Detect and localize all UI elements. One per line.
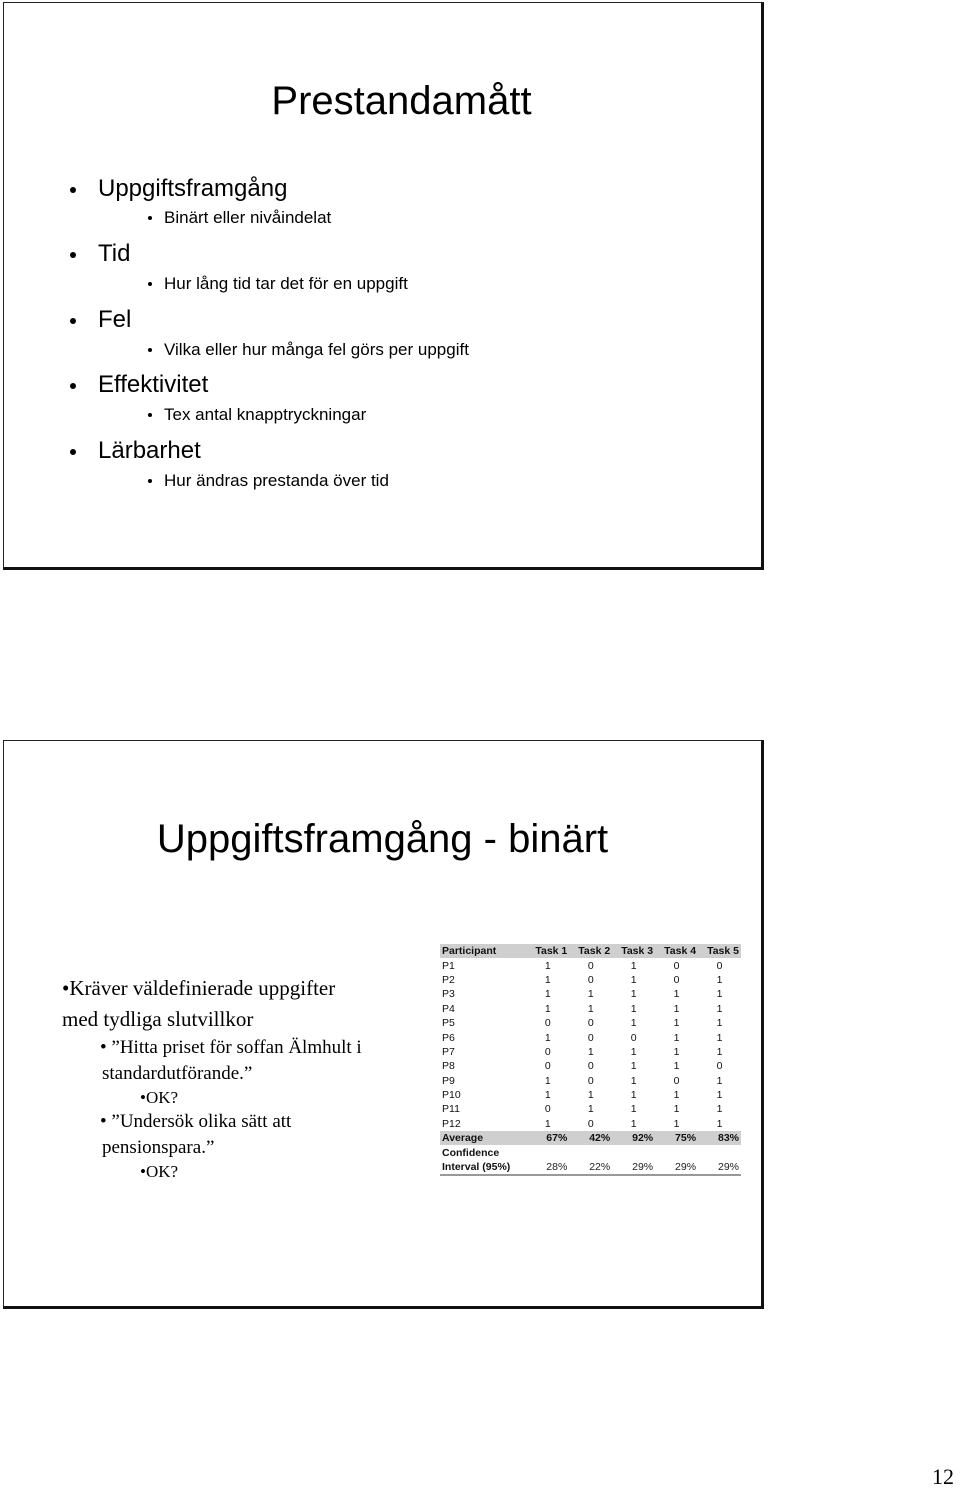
table-cell: 83% [717, 1132, 739, 1145]
table-cell: 0 [673, 959, 680, 972]
table-cell: 92% [632, 1132, 654, 1145]
table-cell: 1 [630, 988, 637, 1001]
table-cell: 0 [587, 1117, 594, 1130]
table-header-row [440, 944, 741, 958]
table-cell: 0 [630, 1031, 637, 1044]
table-cell: Interval (95%) [442, 1161, 511, 1174]
table-cell: 67% [546, 1132, 568, 1145]
table-cell: 0 [587, 1074, 594, 1087]
table-cell: 1 [673, 1089, 680, 1102]
table-cell: 1 [630, 1103, 637, 1116]
bullet-label: Effektivitet [98, 371, 209, 398]
table-cell: 1 [544, 1074, 551, 1087]
bullet-dot-icon [148, 348, 152, 352]
table-cell: 1 [587, 1089, 594, 1102]
table-cell: 1 [673, 1002, 680, 1015]
example-bullet-continued: standardutförande.” [102, 1063, 253, 1084]
bullet-main: •Kräver väldefinierade uppgifter [62, 976, 336, 1000]
bullet-dot-icon [148, 479, 152, 483]
table-cell: 1 [716, 1103, 723, 1116]
table-cell: 1 [587, 988, 594, 1001]
bullet-label: Fel [98, 306, 132, 333]
table-cell: 1 [544, 1117, 551, 1130]
slide-body-text [62, 973, 402, 1183]
bullet-dot-icon [148, 413, 152, 417]
table-cell: 1 [716, 1002, 723, 1015]
column-header: Task 1 [535, 945, 568, 958]
table-cell: 0 [673, 1074, 680, 1087]
column-header: Task 2 [578, 945, 611, 958]
table-cell: 1 [716, 1031, 723, 1044]
column-header: Task 5 [707, 945, 739, 958]
table-cell: 0 [673, 973, 680, 986]
table-cell: 29% [717, 1161, 739, 1174]
table-row [440, 987, 741, 1001]
table-row [440, 1059, 741, 1073]
slide-title: Prestandamått [271, 79, 532, 123]
slide-uppgiftsframgang-binart [3, 740, 764, 1309]
table-cell: 1 [587, 1045, 594, 1058]
table-body [440, 958, 741, 1175]
table-cell: P6 [442, 1031, 455, 1044]
table-row [440, 1016, 741, 1030]
table-row [440, 1045, 741, 1059]
table-cell: 1 [673, 988, 680, 1001]
sub-bullet-label: Binärt eller nivåindelat [164, 208, 332, 227]
table-cell: 29% [632, 1161, 654, 1174]
table-cell: 1 [544, 1089, 551, 1102]
table-cell: P12 [442, 1117, 461, 1130]
bullet-label: Uppgiftsframgång [98, 175, 288, 202]
table-cell: 1 [673, 1017, 680, 1030]
table-row [440, 1074, 741, 1088]
table-cell: 1 [630, 959, 637, 972]
table-cell: P7 [442, 1045, 455, 1058]
table-cell: 0 [587, 1031, 594, 1044]
table-cell: Average [442, 1132, 484, 1145]
task-success-table [440, 944, 741, 1176]
table-cell: 1 [716, 1017, 723, 1030]
table-cell: 1 [544, 959, 551, 972]
table-cell: P3 [442, 988, 455, 1001]
table-row-average [440, 1131, 741, 1145]
table-cell: 1 [630, 1017, 637, 1030]
example-bullet-continued: pensionspara.” [102, 1137, 215, 1158]
table-cell: P11 [442, 1103, 460, 1116]
page-number: 12 [932, 1464, 954, 1489]
table-cell: 1 [673, 1103, 680, 1116]
table-cell: 1 [630, 1002, 637, 1015]
table-cell: 1 [544, 973, 551, 986]
table-cell: 1 [716, 1074, 723, 1087]
column-header: Task 4 [664, 945, 697, 958]
table-cell: P9 [442, 1074, 455, 1087]
bullet-main-continued: med tydliga slutvillkor [62, 1007, 254, 1031]
sub-bullet-label: Vilka eller hur många fel görs per uppgift [164, 340, 469, 359]
table-row [440, 1088, 741, 1102]
table-cell: 0 [544, 1017, 551, 1030]
table-cell: 75% [675, 1132, 697, 1145]
sub-bullet-label: Tex antal knapptryckningar [164, 405, 367, 424]
slide-prestandamatt [3, 2, 764, 570]
table-cell: P8 [442, 1060, 455, 1073]
table-cell: P5 [442, 1017, 455, 1030]
table-cell: 0 [544, 1103, 551, 1116]
table-cell: P4 [442, 1002, 455, 1015]
table-cell: 1 [630, 1117, 637, 1130]
example-bullet: • ”Hitta priset för soffan Älmhult i [100, 1037, 362, 1058]
bullet-dot-icon [148, 282, 152, 286]
bullet-label: Tid [98, 240, 131, 267]
table-cell: 1 [630, 1074, 637, 1087]
table-cell: 22% [589, 1161, 611, 1174]
table-cell: 1 [716, 973, 723, 986]
table-cell: 1 [630, 1089, 637, 1102]
table-cell: 1 [716, 1045, 723, 1058]
table-row-interval [440, 1160, 741, 1175]
table-cell: 42% [589, 1132, 611, 1145]
table-row [440, 1102, 741, 1116]
bullet-dot-icon [148, 216, 152, 220]
bullet-dot-icon [70, 318, 76, 324]
table-cell: 0 [587, 959, 594, 972]
table-cell: P10 [442, 1089, 461, 1102]
table-row [440, 1030, 741, 1044]
table-cell: 0 [587, 973, 594, 986]
table-row [440, 1117, 741, 1131]
table-cell: 1 [630, 1060, 637, 1073]
column-header: Task 3 [621, 945, 654, 958]
table-cell: 1 [716, 1117, 723, 1130]
table-cell: 1 [716, 1089, 723, 1102]
table-cell: P1 [442, 959, 455, 972]
bullet-dot-icon [70, 383, 76, 389]
example-question: •OK? [140, 1162, 179, 1181]
example-question: •OK? [140, 1088, 179, 1107]
table-cell: 0 [544, 1045, 551, 1058]
table-cell: 1 [716, 988, 723, 1001]
table-cell: 1 [587, 1103, 594, 1116]
table-cell: 0 [716, 959, 723, 972]
table-cell: 28% [546, 1161, 568, 1174]
table-cell: 0 [587, 1060, 594, 1073]
table-cell: 1 [673, 1060, 680, 1073]
table-cell: 29% [675, 1161, 697, 1174]
table-cell: 1 [587, 1002, 594, 1015]
table-row [440, 973, 741, 987]
table-cell: 0 [716, 1060, 723, 1073]
table-row [440, 1002, 741, 1016]
table-cell: 1 [673, 1045, 680, 1058]
table-cell: 1 [630, 973, 637, 986]
bullet-label: Lärbarhet [98, 437, 201, 464]
table-row-confidence [440, 1145, 741, 1159]
table-cell: 1 [673, 1117, 680, 1130]
sub-bullet-label: Hur ändras prestanda över tid [164, 471, 389, 490]
table-cell: 1 [673, 1031, 680, 1044]
sub-bullet-label: Hur lång tid tar det för en uppgift [164, 274, 408, 293]
table-cell: 1 [630, 1045, 637, 1058]
column-header: Participant [442, 945, 497, 958]
bullet-dot-icon [70, 187, 76, 193]
table-cell: 1 [544, 988, 551, 1001]
table-cell: 1 [544, 1002, 551, 1015]
table-cell: 1 [544, 1031, 551, 1044]
table-cell: P2 [442, 973, 455, 986]
table-cell: 0 [544, 1060, 551, 1073]
bullet-dot-icon [70, 252, 76, 258]
table-cell: Confidence [442, 1146, 500, 1159]
example-bullet: • ”Undersök olika sätt att [100, 1111, 292, 1132]
bullet-dot-icon [70, 449, 76, 455]
table-row [440, 958, 741, 972]
slide-title: Uppgiftsframgång - binärt [156, 817, 609, 861]
table-cell: 0 [587, 1017, 594, 1030]
